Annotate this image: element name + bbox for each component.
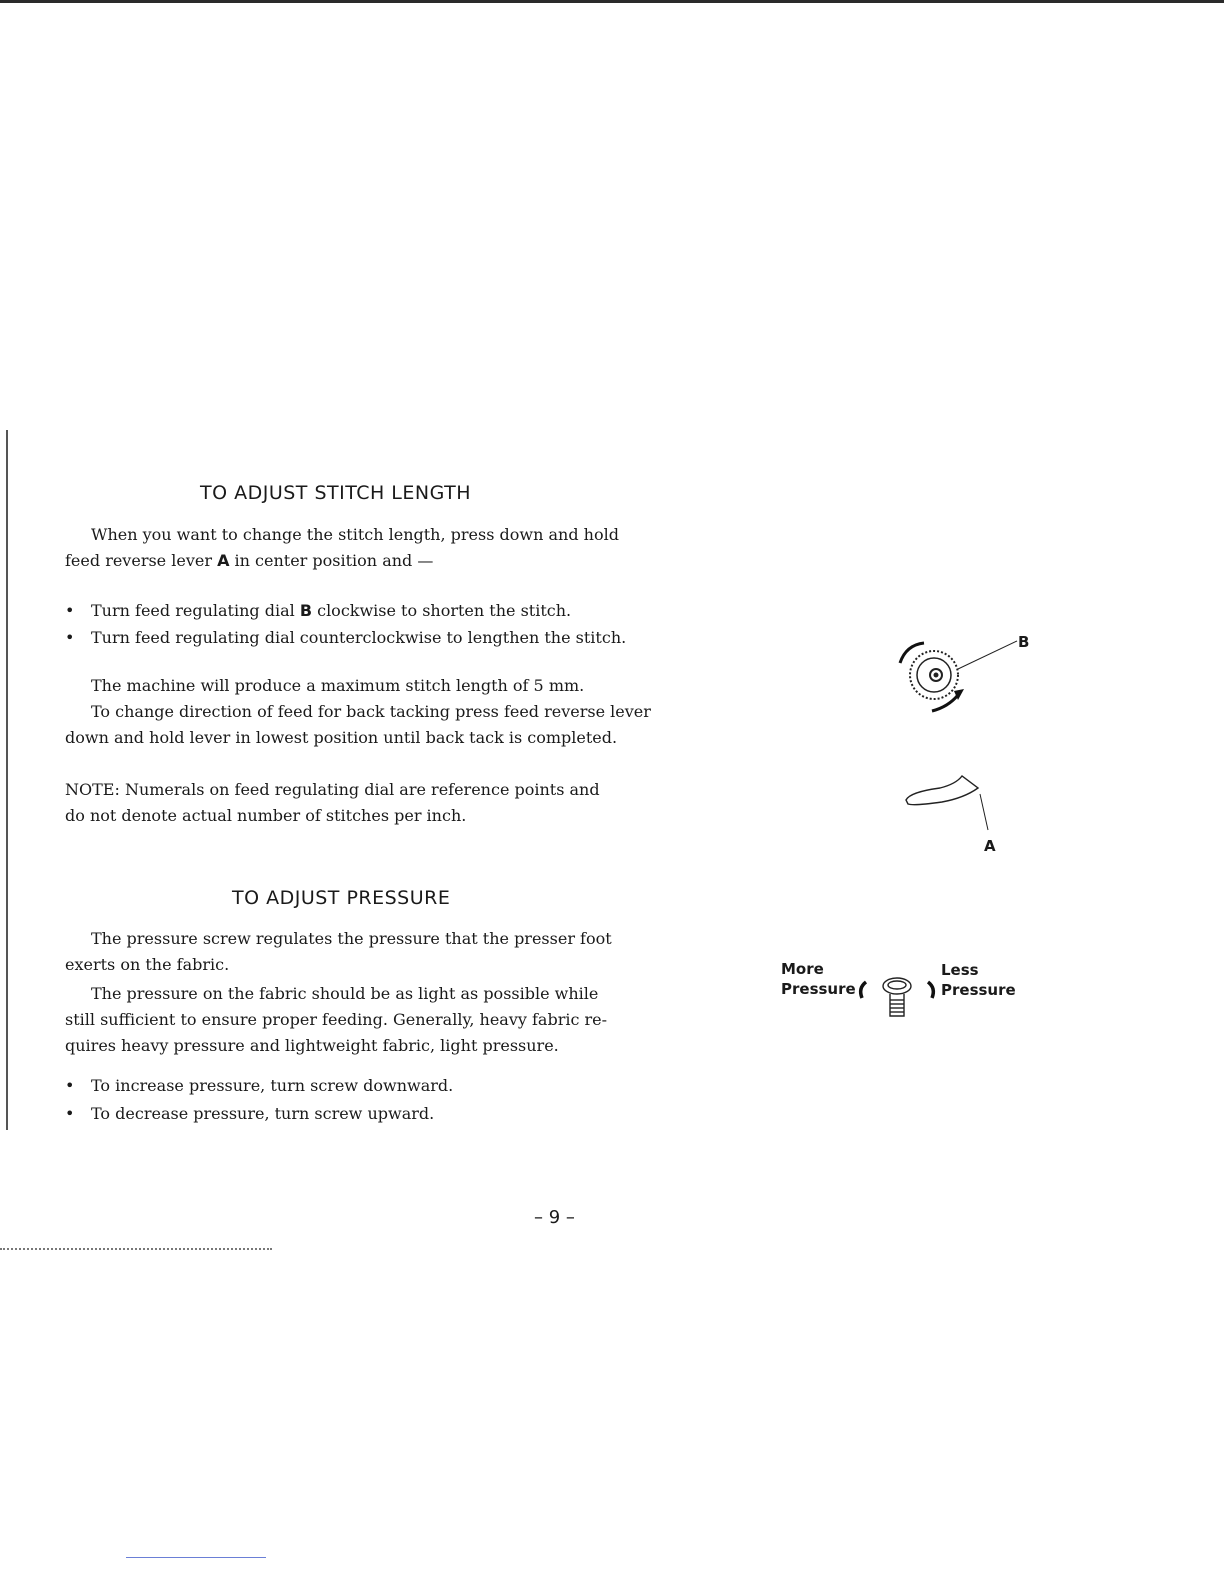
bottom-blue-line [126,1557,266,1558]
bullet-dot: • [65,601,75,620]
stitch-intro [65,522,619,574]
more-pressure-word: Pressure [781,980,856,998]
back-line-2: down and hold lever in lowest position until back tack is completed. [65,728,618,747]
less-label: Less [941,961,979,979]
lever-a-label: A [984,837,996,855]
less-pressure-label [941,960,1016,1000]
top-border-line [0,0,1224,3]
clockwise-arrow-top-icon [900,643,924,663]
pressure-screw-figure [852,974,942,1024]
bullet-dot: • [65,1104,75,1123]
note-line-2: do not denote actual number of stitches per inch. [65,806,467,825]
pressure-p1-line-1: The pressure screw regulates the pressure that the presser foot [91,929,612,948]
left-edge-line [6,430,8,1130]
pressure-paragraph-1 [65,926,612,978]
lever-icon [906,776,978,805]
note-paragraph [65,777,600,829]
reverse-lever-figure [900,772,1000,836]
stitch-intro-line-2 [65,548,619,574]
note-line-1: NOTE: Numerals on feed regulating dial are reference points and [65,780,600,799]
lever-a-ref: A [217,551,230,570]
stitch-intro-line-2a: feed reverse lever [65,551,218,570]
stitch-bullet-1a: Turn feed regulating dial [91,601,300,620]
bottom-dashes [0,1248,272,1250]
pressure-bullet-2 [65,1101,434,1127]
stitch-bullet-2 [65,625,626,651]
stitch-bullet-2-text: Turn feed regulating dial counterclockwise to lengthen the stitch. [91,628,627,647]
counterclockwise-arrow-icon [861,982,866,998]
stitch-intro-line-2c: in center position and — [229,551,434,570]
bullet-dot: • [65,1076,75,1095]
pressure-heading: TO ADJUST PRESSURE [232,887,451,909]
clockwise-arrow-icon [928,982,933,998]
pressure-p1-line-2: exerts on the fabric. [65,955,230,974]
pressure-p2-line-3: quires heavy pressure and lightweight fabric, light pressure. [65,1036,559,1055]
dial-b-ref: B [299,601,313,620]
more-label: More [781,960,824,978]
pressure-bullet-1 [65,1073,453,1099]
dial-b-label: B [1018,633,1030,651]
stitch-length-heading: TO ADJUST STITCH LENGTH [200,482,472,504]
back-line-1: To change direction of feed for back tacking press feed reverse lever [91,702,651,721]
dial-leader-line [958,641,1017,669]
pressure-paragraph-2 [65,981,607,1059]
more-pressure-label [781,959,856,999]
stitch-bullet-1c: clockwise to shorten the stitch. [312,601,572,620]
feed-dial-figure [880,625,1030,720]
max-line: The machine will produce a maximum stitch length of 5 mm. [91,676,585,695]
page-number: – 9 – [534,1207,575,1228]
pressure-bullet-2-text: To decrease pressure, turn screw upward. [91,1104,435,1123]
lever-leader-line [980,794,988,830]
stitch-intro-line-1: When you want to change the stitch length, press down and hold [91,525,619,544]
clockwise-arrow-bottom-icon [932,695,958,711]
dial-icon [910,651,958,699]
pressure-bullet-1-text: To increase pressure, turn screw downward. [91,1076,454,1095]
pressure-p2-line-1: The pressure on the fabric should be as light as possible while [91,984,599,1003]
pressure-p2-line-2: still sufficient to ensure proper feeding. Generally, heavy fabric re- [65,1010,608,1029]
stitch-max-paragraph [65,673,651,751]
stitch-bullet-1 [65,598,571,624]
screw-icon [883,978,911,1016]
less-pressure-word: Pressure [941,981,1016,999]
bullet-dot: • [65,628,75,647]
